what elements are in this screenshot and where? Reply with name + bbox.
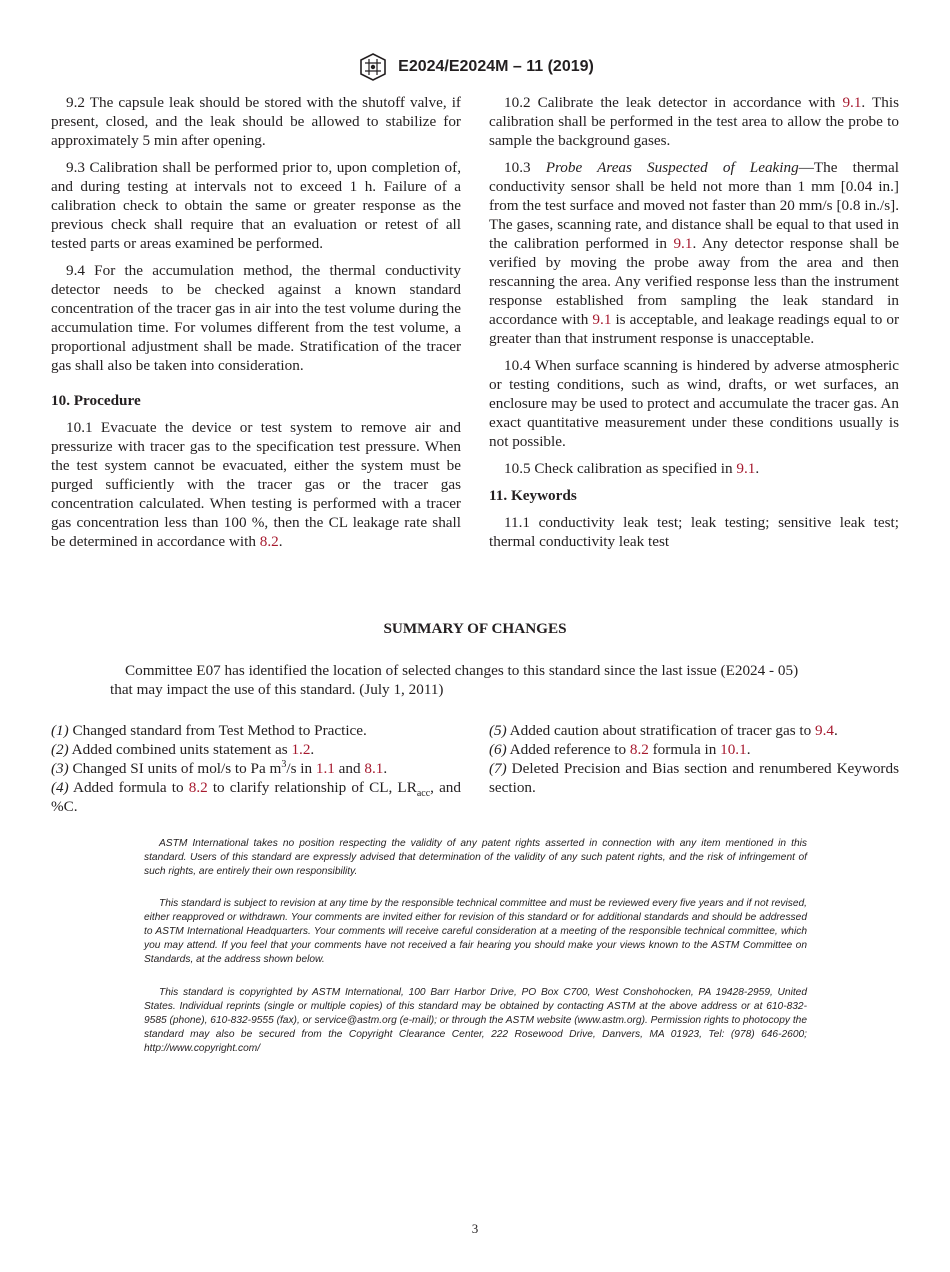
link-8-2[interactable]: 8.2 <box>259 533 279 550</box>
change-item <box>489 740 899 759</box>
section-11-1: 11.1 conductivity leak test; leak testing; sensitive leak test; thermal conductivity leak test <box>489 514 899 550</box>
section-9-2: 9.2 The capsule leak should be stored with the shutoff valve, if present, closed, and the leak should be allowed to stabilize for approximately 5 min after opening. <box>51 94 461 149</box>
summary-intro <box>110 661 850 699</box>
section-10-1 <box>51 418 461 551</box>
change-text: Added formula to <box>68 779 189 796</box>
patent-notice <box>144 837 807 879</box>
section-10-3-text-c: is acceptable, and leakage readings equal to or greater than that instrument response is unacceptable. <box>489 311 899 347</box>
link-9-1[interactable]: 9.1 <box>592 311 612 328</box>
section-10-3-text-b: . Any detector response shall be verified by moving the probe away from the area and then rescanning the area. Any verified response less than the instrument response established from sampling the leak standard in accordance with <box>489 235 899 328</box>
period: . <box>834 722 838 739</box>
link-9-1[interactable]: 9.1 <box>842 94 862 111</box>
astm-logo-icon <box>356 52 390 82</box>
link-8-1[interactable]: 8.1 <box>364 760 384 777</box>
change-text: Changed SI units of mol/s to Pa m <box>68 760 282 777</box>
change-number: (1) <box>51 722 69 739</box>
change-number: (7) <box>489 760 507 777</box>
change-text: Added caution about stratification of tracer gas to <box>506 722 816 739</box>
period: . <box>755 460 760 477</box>
change-item <box>51 721 461 740</box>
changes-right-column <box>489 721 899 797</box>
section-10-5 <box>489 459 899 478</box>
link-9-4[interactable]: 9.4 <box>815 722 834 739</box>
change-text: /s in <box>286 760 316 777</box>
changes-left-column <box>51 721 461 816</box>
change-text: Added combined units statement as <box>68 741 292 758</box>
section-10-3-number: 10.3 <box>504 159 546 176</box>
section-10-2-text-a: 10.2 Calibrate the leak detector in accordance with <box>504 94 843 111</box>
link-8-2[interactable]: 8.2 <box>188 779 208 796</box>
change-text: formula in <box>648 741 721 758</box>
standard-designation: E2024/E2024M – 11 (2019) <box>398 58 594 75</box>
change-text: to clarify relationship of CL, LR <box>207 779 417 796</box>
link-8-2[interactable]: 8.2 <box>629 741 649 758</box>
section-10-1-text: 10.1 Evacuate the device or test system to remove air and pressurize with tracer gas to the specification test pressure. When the test system cannot be evacuated, either the system must be purged sufficiently with the tracer gas or the tracer gas concentration calculated. When testing is performed with a tracer gas concentration less than 100 %, then the CL leakage rate shall be determined in accordance with <box>51 419 461 550</box>
period: . <box>310 741 315 758</box>
period: . <box>746 741 751 758</box>
period: . <box>278 533 283 550</box>
revision-notice-text: This standard is subject to revision at any time by the responsible technical committee and must be reviewed every five years and if not revised, either reapproved or withdrawn. Your comments are invited either for revision of this standard or for additional standards and should be addressed to ASTM International Headquarters. Your comments will receive careful consideration at a meeting of the responsible technical committee, which you may attend. If you feel that your comments have not received a fair hearing you should make your views known to the ASTM Committee on Standards, at the address shown below. <box>144 898 807 965</box>
section-9-4: 9.4 For the accumulation method, the thermal conductivity detector needs to be checked against a known standard concentration of the tracer gas in air into the test volume during the accumulation time. For volumes different from the test volume, a proportional adjustment shall be made. Stratification of the tracer gas shall also be taken into consideration. <box>51 262 461 374</box>
copyright-notice <box>144 986 807 1056</box>
patent-notice-text: ASTM International takes no position respecting the validity of any patent rights asserted in connection with any item mentioned in this standard. Users of this standard are expressly advised that determination of the validity of any such patent rights, and the risk of infringement of such rights, are entirely their own responsibility. <box>144 838 807 877</box>
change-number: (6) <box>489 741 507 758</box>
section-10-3-text-a: —The thermal conductivity sensor shall be held not more than 1 mm [0.04 in.] from the test surface and moved not faster than 20 mm/s [0.8 in./s]. The gases, scanning rate, and distance shall be equal to that used in the calibration performed in <box>489 159 900 252</box>
change-text: and <box>334 760 365 777</box>
revision-notice <box>144 897 807 967</box>
change-text: , and %C. <box>51 779 461 815</box>
change-text: Changed standard from Test Method to Practice. <box>68 722 367 739</box>
summary-intro-line-2: that may impact the use of this standard. (July 1, 2011) <box>110 681 444 698</box>
heading-procedure: 10. Procedure <box>51 392 141 409</box>
section-10-5-text: 10.5 Check calibration as specified in <box>504 460 737 477</box>
change-item <box>489 759 899 797</box>
change-item <box>489 721 899 740</box>
heading-keywords: 11. Keywords <box>489 487 577 504</box>
summary-of-changes-title: SUMMARY OF CHANGES <box>383 620 567 637</box>
change-item <box>51 740 461 759</box>
link-9-1[interactable]: 9.1 <box>736 460 756 477</box>
subscript: acc <box>416 788 431 800</box>
change-number: (2) <box>51 741 69 758</box>
left-column <box>51 93 461 559</box>
period: . <box>383 760 388 777</box>
section-10-2 <box>489 93 899 150</box>
summary-intro-line-1: Committee E07 has identified the location of selected changes to this standard since the last issue (E2024 - 05) <box>125 662 799 679</box>
copyright-notice-text: This standard is copyrighted by ASTM International, 100 Barr Harbor Drive, PO Box C700, West Conshohocken, PA 19428-2959, United States. Individual reprints (single or multiple copies) of this standard may be obtained by contacting ASTM at the above address or at 610-832-9585 (phone), 610-832-9555 (fax), or service@astm.org (e-mail); or through the ASTM website (www.astm.org). Permission rights to photocopy the standard may also be secured from the Copyright Clearance Center, 222 Rosewood Drive, Danvers, MA 01923, Tel: (978) 646-2600; http://www.copyright.com/ <box>144 987 807 1054</box>
link-9-1[interactable]: 9.1 <box>673 235 693 252</box>
change-item <box>51 759 461 778</box>
section-10-4: 10.4 When surface scanning is hindered by adverse atmospheric or testing conditions, such as wind, drafts, or wet surfaces, an enclosure may be used to protect and accumulate the tracer gas. An exact quantitative measurement under these conditions usually is not possible. <box>489 357 899 450</box>
section-9-3: 9.3 Calibration shall be performed prior to, upon completion of, and during testing at intervals not to exceed 1 h. Failure of a calibration check to obtain the same or greater response as the previous check shall require that an evaluation or retest of all tested parts or areas examined be performed. <box>51 159 461 252</box>
page-header <box>0 52 950 87</box>
change-item <box>51 778 461 816</box>
section-10-2-text-b: . This calibration shall be performed in the test area to allow the probe to sample the background gases. <box>489 94 899 149</box>
change-number: (4) <box>51 779 69 796</box>
superscript: 3 <box>281 758 287 770</box>
section-10-3 <box>489 158 899 348</box>
change-text: Deleted Precision and Bias section and renumbered Keywords section. <box>489 760 899 796</box>
change-number: (5) <box>489 722 507 739</box>
right-column <box>489 93 899 559</box>
change-text: Added reference to <box>506 741 630 758</box>
link-1-1[interactable]: 1.1 <box>315 760 335 777</box>
page-number: 3 <box>471 1221 479 1236</box>
link-10-1[interactable]: 10.1 <box>720 741 747 758</box>
link-1-2[interactable]: 1.2 <box>291 741 311 758</box>
change-number: (3) <box>51 760 69 777</box>
section-10-3-title: Probe Areas Suspected of Leaking <box>545 159 799 176</box>
